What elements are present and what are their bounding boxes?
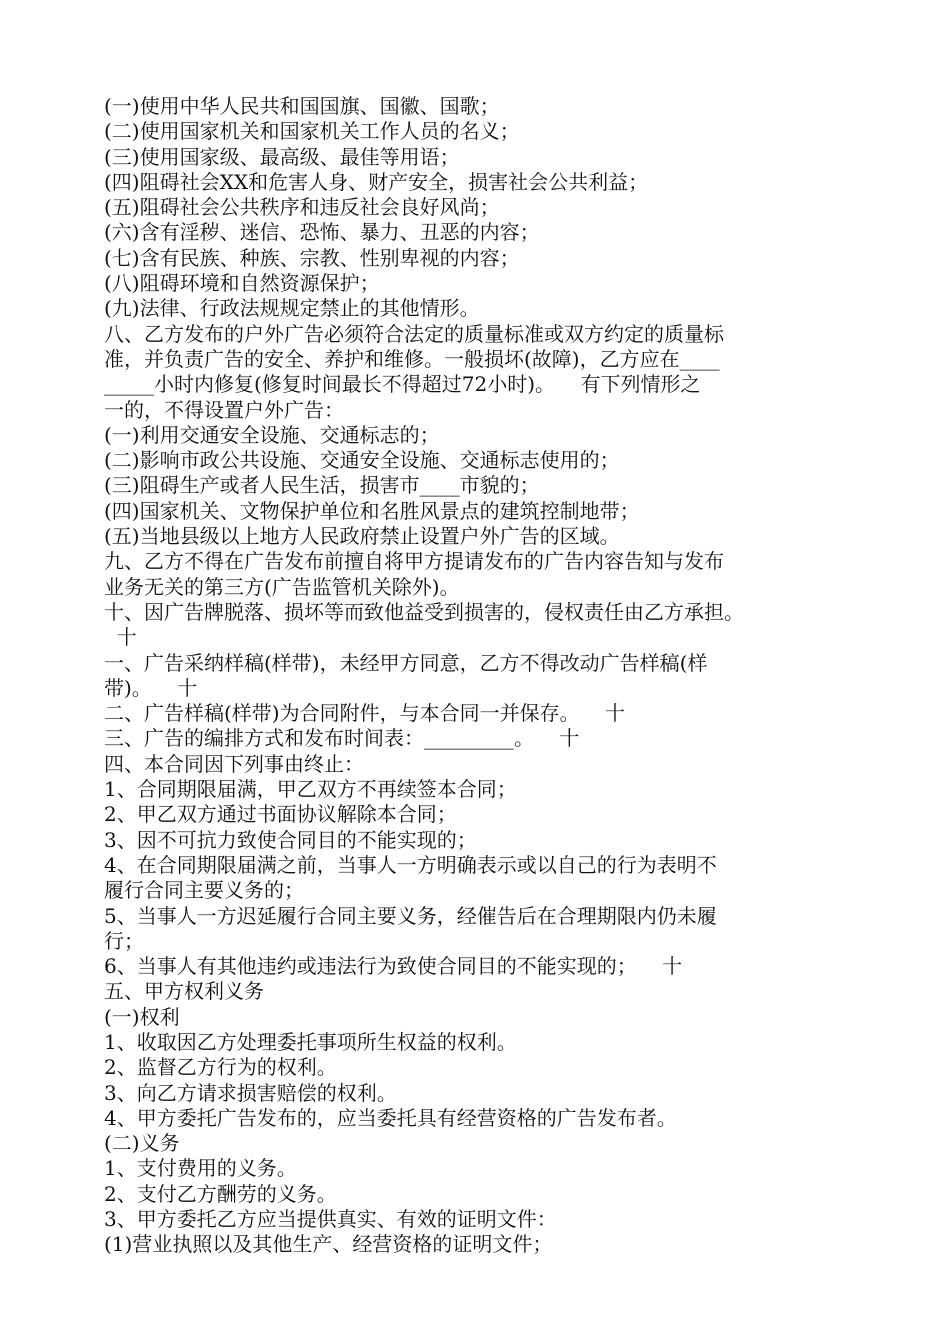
text-line: 四、本合同因下列事由终止：: [104, 751, 364, 776]
text-line: (七)含有民族、种族、宗教、性别卑视的内容；: [104, 245, 520, 270]
text-line: (三)阻碍生产或者人民生活，损害市____市貌的；: [104, 473, 540, 498]
text-line: 十、因广告牌脱落、损坏等而致他益受到损害的，侵权责任由乙方承担。: [104, 599, 744, 624]
text-line: (1)营业执照以及其他生产、经营资格的证明文件；: [104, 1232, 553, 1257]
text-line: 九、乙方不得在广告发布前擅自将甲方提请发布的广告内容告知与发布: [104, 549, 724, 574]
text-line: (八)阻碍环境和自然资源保护；: [104, 271, 380, 296]
text-line: 八、乙方发布的户外广告必须符合法定的质量标准或双方约定的质量标: [104, 321, 724, 346]
text-line: 行；: [104, 928, 144, 953]
text-line: (五)阻碍社会公共秩序和违反社会良好风尚；: [104, 195, 500, 220]
text-line: (五)当地县级以上地方人民政府禁止设置户外广告的区域。: [104, 524, 620, 549]
text-line: (二)义务: [104, 1131, 180, 1156]
text-line: 1、支付费用的义务。: [104, 1156, 297, 1181]
text-line: _____小时内修复(修复时间最长不得超过72小时)。 有下列情形之: [104, 372, 701, 397]
text-line: (六)含有淫秽、迷信、恐怖、暴力、丑恶的内容；: [104, 220, 540, 245]
text-line: 4、在合同期限届满之前，当事人一方明确表示或以自己的行为表明不: [104, 852, 717, 877]
text-line: (四)阻碍社会XX和危害人身、财产安全，损害社会公共利益；: [104, 169, 649, 194]
text-line: 3、甲方委托乙方应当提供真实、有效的证明文件：: [104, 1207, 557, 1232]
document-body: [104, 94, 852, 1258]
text-line: 五、甲方权利义务: [104, 979, 264, 1004]
text-line: (九)法律、行政法规规定禁止的其他情形。: [104, 296, 480, 321]
text-line: 一的，不得设置户外广告：: [104, 397, 344, 422]
text-line: (二)影响市政公共设施、交通安全设施、交通标志使用的；: [104, 448, 620, 473]
text-line: 2、监督乙方行为的权利。: [104, 1055, 337, 1080]
text-line: 一、广告采纳样稿(样带)，未经甲方同意，乙方不得改动广告样稿(样: [104, 650, 708, 675]
text-line: 4、甲方委托广告发布的，应当委托具有经营资格的广告发布者。: [104, 1105, 677, 1130]
text-line: 2、甲乙双方通过书面协议解除本合同；: [104, 802, 457, 827]
text-line: 业务无关的第三方(广告监管机关除外)。: [104, 574, 460, 599]
text-line: 履行合同主要义务的；: [104, 878, 304, 903]
text-line: 带)。 十: [104, 675, 198, 700]
text-line: 2、支付乙方酬劳的义务。: [104, 1181, 337, 1206]
text-line: 三、广告的编排方式和发布时间表：_________。 十: [104, 726, 580, 751]
text-line: 1、合同期限届满，甲乙双方不再续签本合同；: [104, 777, 517, 802]
text-line: 准，并负责广告的安全、养护和维修。一般损坏(故障)，乙方应在____: [104, 346, 720, 371]
text-line: 1、收取因乙方处理委托事项所生权益的权利。: [104, 1029, 517, 1054]
text-line: 十: [104, 625, 137, 650]
text-line: 3、因不可抗力致使合同目的不能实现的；: [104, 827, 477, 852]
text-line: (一)权利: [104, 1004, 180, 1029]
text-line: 3、向乙方请求损害赔偿的权利。: [104, 1080, 397, 1105]
text-line: (三)使用国家级、最高级、最佳等用语；: [104, 144, 460, 169]
text-line: (四)国家机关、文物保护单位和名胜风景点的建筑控制地带；: [104, 498, 640, 523]
text-line: (二)使用国家机关和国家机关工作人员的名义；: [104, 119, 520, 144]
text-line: (一)使用中华人民共和国国旗、国徽、国歌；: [104, 94, 500, 118]
text-line: 5、当事人一方迟延履行合同主要义务，经催告后在合理期限内仍未履: [104, 903, 717, 928]
text-line: 二、广告样稿(样带)为合同附件，与本合同一并保存。 十: [104, 701, 626, 726]
text-line: 6、当事人有其他违约或违法行为致使合同目的不能实现的； 十: [104, 954, 683, 979]
text-line: (一)利用交通安全设施、交通标志的；: [104, 422, 440, 447]
